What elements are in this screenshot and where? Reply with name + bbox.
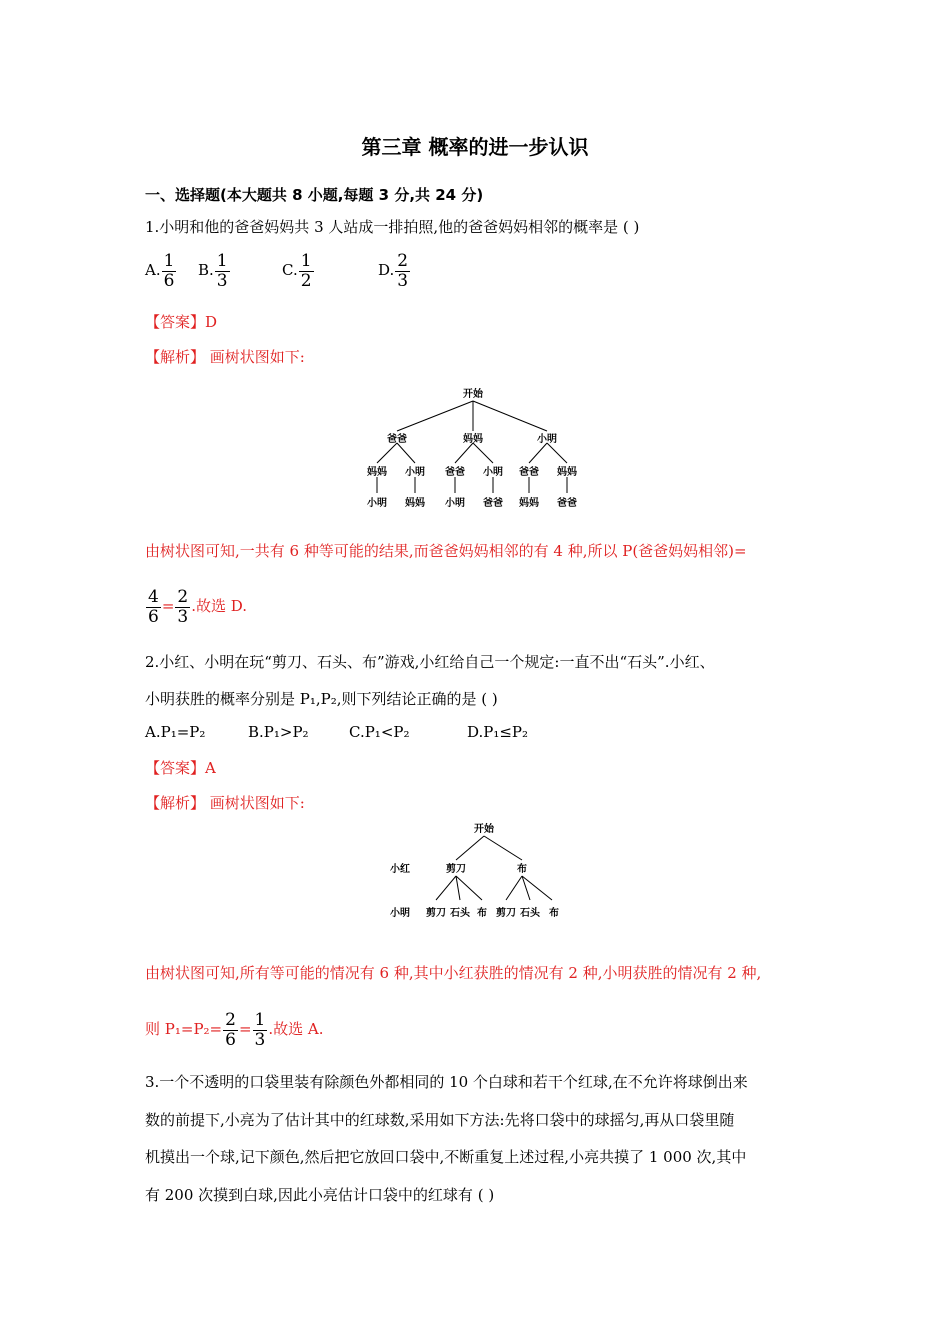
q2-stem-line1: 2.小红、小明在玩“剪刀、石头、布”游戏,小红给自己一个规定:一直不出“石头”.小红、 bbox=[145, 653, 715, 671]
q1-option-d: D. $\frac{2}{3}$ bbox=[378, 251, 409, 291]
tree-node: 妈妈 bbox=[557, 467, 577, 478]
tree-node: 爸爸 bbox=[557, 498, 577, 509]
tree-node: 剪刀 bbox=[426, 908, 446, 919]
tree-node: 妈妈 bbox=[519, 498, 539, 509]
tree-node: 爸爸 bbox=[519, 467, 539, 478]
q3-stem-line2: 数的前提下,小亮为了估计其中的红球数,采用如下方法:先将口袋中的球摇匀,再从口袋里随 bbox=[145, 1111, 735, 1129]
tree-node: 小明 bbox=[367, 498, 387, 509]
tree-node: 石头 bbox=[520, 908, 540, 919]
page-title: 第三章 概率的进一步认识 bbox=[361, 135, 589, 159]
tree-node: 石头 bbox=[450, 908, 470, 919]
q3-stem-line3: 机摸出一个球,记下颜色,然后把它放回口袋中,不断重复上述过程,小亮共摸了 1 000 次,其中 bbox=[145, 1148, 747, 1166]
tree-node: 妈妈 bbox=[405, 498, 425, 509]
tree-node: 爸爸 bbox=[483, 498, 503, 509]
tree-node: 妈妈 bbox=[367, 467, 387, 478]
section-heading: 一、选择题(本大题共 8 小题,每题 3 分,共 24 分) bbox=[145, 186, 484, 204]
tree-node: 剪刀 bbox=[446, 864, 466, 875]
tree-node: 爸爸 bbox=[387, 434, 407, 445]
q2-option-d: D.P₁≤P₂ bbox=[467, 723, 529, 741]
tree-node: 妈妈 bbox=[463, 434, 483, 445]
q1-option-c: C. $\frac{1}{2}$ bbox=[282, 251, 312, 291]
q2-stem-line2: 小明获胜的概率分别是 P₁,P₂,则下列结论正确的是 ( ) bbox=[145, 690, 498, 708]
q1-option-a: A. $\frac{1}{6}$ bbox=[145, 251, 175, 291]
q2-answer: 【答案】A bbox=[145, 759, 216, 777]
q1-stem: 1.小明和他的爸爸妈妈共 3 人站成一排拍照,他的爸爸妈妈相邻的概率是 ( ) bbox=[145, 218, 640, 236]
q1-tree-diagram bbox=[355, 385, 595, 513]
q1-explanation: 由树状图可知,一共有 6 种等可能的结果,而爸爸妈妈相邻的有 4 种,所以 P(爸爸妈妈相邻)= bbox=[145, 542, 747, 560]
tree-node: 小明 bbox=[483, 467, 503, 478]
q2-option-c: C.P₁<P₂ bbox=[349, 723, 410, 741]
tree-node: 剪刀 bbox=[496, 908, 516, 919]
tree-node: 小明 bbox=[405, 467, 425, 478]
tree-row-label: 小明 bbox=[390, 908, 410, 919]
q3-stem-line4: 有 200 次摸到白球,因此小亮估计口袋中的红球有 ( ) bbox=[145, 1186, 495, 1204]
q2-option-b: B.P₁>P₂ bbox=[248, 723, 309, 741]
q1-answer: 【答案】D bbox=[145, 313, 218, 331]
q2-option-a: A.P₁=P₂ bbox=[145, 723, 206, 741]
q1-option-b: B. $\frac{1}{3}$ bbox=[198, 251, 228, 291]
tree-node: 小明 bbox=[537, 434, 557, 445]
q2-tree-diagram bbox=[380, 820, 580, 926]
q1-analysis: 【解析】 画树状图如下: bbox=[145, 348, 305, 366]
tree-node: 布 bbox=[517, 864, 527, 875]
tree-node: 布 bbox=[549, 908, 559, 919]
q1-explanation-result: $\frac{4}{6}$ = $\frac{2}{3}$ .故选 D. bbox=[148, 587, 248, 627]
q3-stem-line1: 3.一个不透明的口袋里装有除颜色外都相同的 10 个白球和若干个红球,在不允许将球倒出来 bbox=[145, 1073, 748, 1091]
q2-explanation: 由树状图可知,所有等可能的情况有 6 种,其中小红获胜的情况有 2 种,小明获胜的情况有 2 种, bbox=[145, 964, 762, 982]
tree-row-label: 小红 bbox=[390, 864, 410, 875]
q2-analysis: 【解析】 画树状图如下: bbox=[145, 794, 305, 812]
tree-node: 布 bbox=[477, 908, 487, 919]
tree-root: 开始 bbox=[474, 824, 494, 835]
tree-node: 小明 bbox=[445, 498, 465, 509]
tree-node: 爸爸 bbox=[445, 467, 465, 478]
q2-explanation-result: 则 P₁=P₂= $\frac{2}{6}$ = $\frac{1}{3}$ .故选 A. bbox=[145, 1010, 324, 1050]
tree-root: 开始 bbox=[463, 389, 483, 400]
